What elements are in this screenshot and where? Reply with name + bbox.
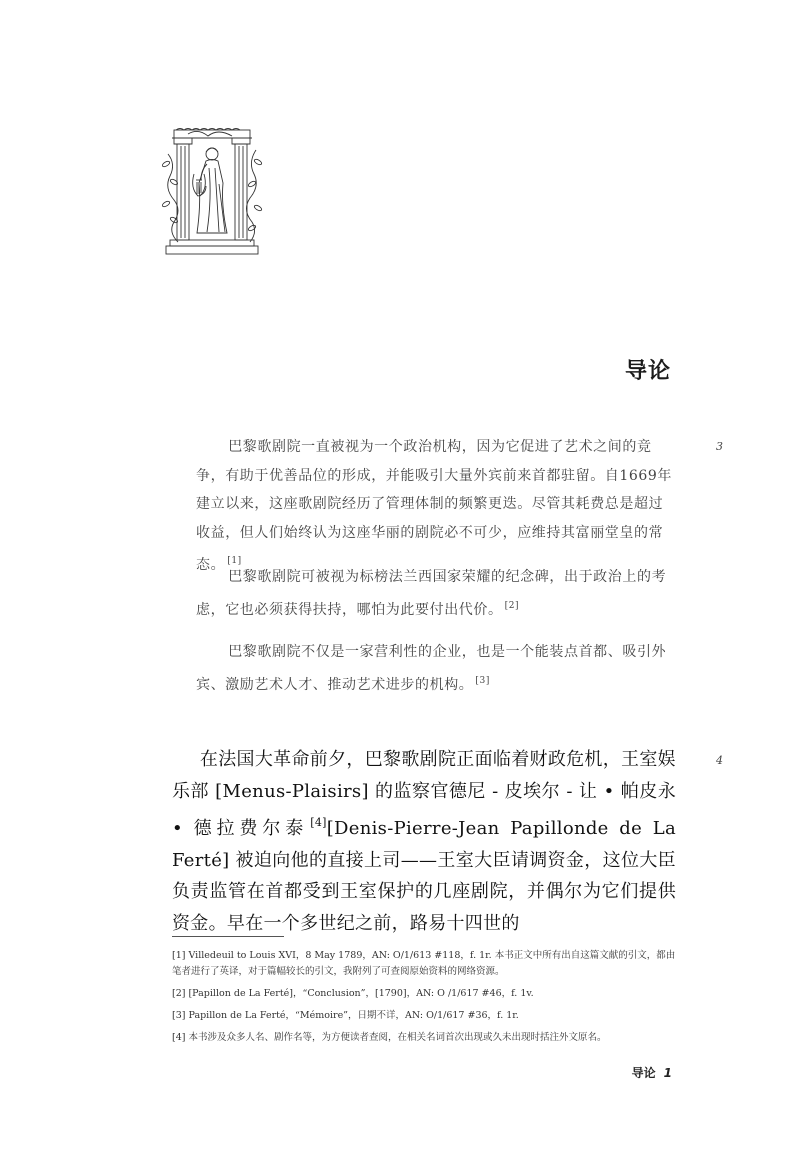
- body-paragraph: [172, 744, 676, 939]
- epigraph-1-text: 巴黎歌剧院一直被视为一个政治机构，因为它促进了艺术之间的竞争，有助于优善品位的形成，并能吸引大量外宾前来首都驻留。自1669年建立以来，这座歌剧院经历了管理体制的频繁更迭。尽管其耗费总是超过收益，但人们始终认为这座华丽的剧院必不可少，应维持其富丽堂皇的常态。: [196, 439, 673, 573]
- footnote-1: [1] Villedeuil to Louis XVI，8 May 1789，AN: O/1/613 #118，f. 1r. 本书正文中所有出自这篇文献的引文，都由笔者进行了英译，对于篇幅较长的引文，我附列了可查阅原始资料的网络资源。: [172, 950, 676, 977]
- running-footer-label: 导论: [631, 1066, 656, 1080]
- epigraph-quote-3: [196, 638, 676, 699]
- body-text-part-1: 在法国大革命前夕，巴黎歌剧院正面临着财政危机，王室娱乐部 [Menus-Plaisirs] 的监察官德尼 - 皮埃尔 - 让 • 帕皮永 • 德拉费尔泰: [172, 749, 676, 839]
- footnote-divider: [172, 936, 284, 937]
- page-number: 1: [663, 1066, 672, 1080]
- muse-column-illustration: [160, 124, 264, 258]
- footnote-4: [4] 本书涉及众多人名、剧作名等，为方便读者查阅，在相关名词首次出现或久未出现时括注外文原名。: [172, 1032, 607, 1043]
- footnote-ref-3[interactable]: [3]: [475, 675, 490, 686]
- footnote-3: [3] Papillon de La Ferté，“Mémoire”，日期不详，AN: O/1/617 #36，f. 1r.: [172, 1010, 519, 1021]
- footnote-ref-4[interactable]: [4]: [310, 816, 327, 829]
- footnote-ref-2[interactable]: [2]: [504, 600, 520, 611]
- footnote-2: [2] [Papillon de La Ferté]，“Conclusion”，[1790]，AN: O /1/617 #46，f. 1v.: [172, 988, 534, 999]
- epigraph-2-text: 巴黎歌剧院可被视为标榜法兰西国家荣耀的纪念碑，出于政治上的考虑，它也必须获得扶持，哪怕为此要付出代价。: [196, 569, 667, 618]
- epigraph-3-text: 巴黎歌剧院不仅是一家营利性的企业，也是一个能装点首都、吸引外宾、激励艺术人才、推动艺术进步的机构。: [196, 644, 667, 693]
- running-footer: [632, 1064, 672, 1081]
- margin-page-number: 4: [716, 754, 723, 767]
- footnote-ref-1[interactable]: [1]: [227, 556, 242, 566]
- epigraph-quote-2: [196, 563, 676, 624]
- margin-page-number: 3: [716, 440, 723, 453]
- chapter-title: 导论: [624, 359, 671, 384]
- footnotes: [172, 948, 678, 1052]
- epigraph-quote-1: [196, 433, 676, 580]
- body-text-part-2: [Denis-Pierre-Jean Papillonde de La Ferté] 被迫向他的直接上司——王室大臣请调资金，这位大臣负责监管在首都受到王室保护的几座剧院，并偶尔为它们提供资金。早在一个多世纪之前，路易十四世的: [172, 818, 676, 934]
